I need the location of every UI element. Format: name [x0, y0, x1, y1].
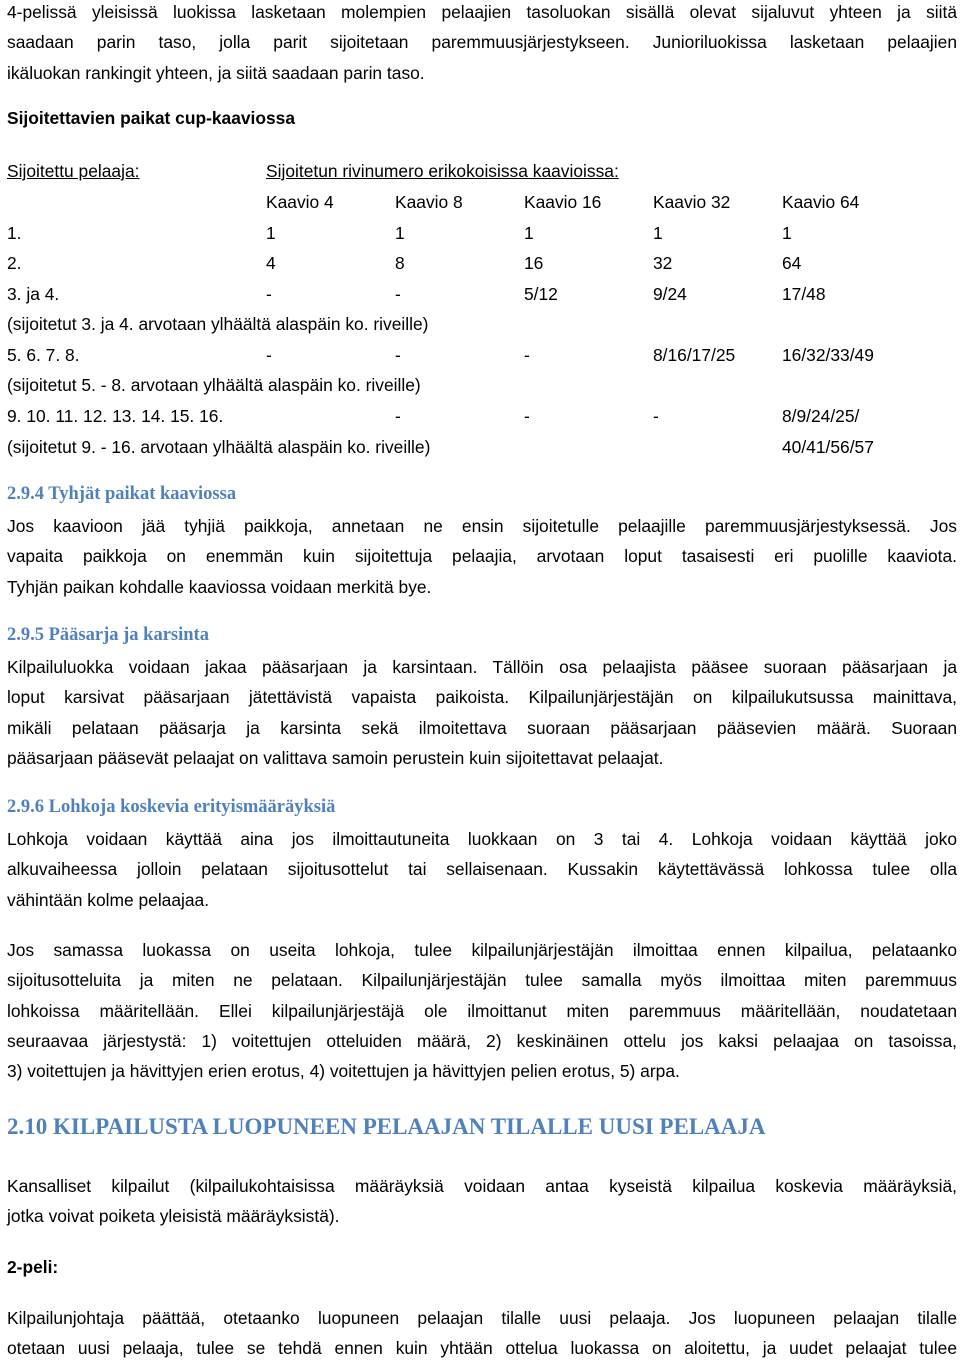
seed-cell: -: [266, 284, 272, 304]
text-line: lohkoissa määritellään. Ellei kilpailunjärjestäjä ole ilmoittanut miten paremmuus määritellään, noudatetaan: [7, 1000, 957, 1021]
seed-cell: 1: [524, 223, 534, 243]
seed-cell: 1: [395, 223, 405, 243]
section-210-paragraph: [7, 1171, 957, 1232]
seed-cell: 1: [266, 223, 276, 243]
seed-cell: 17/48: [782, 284, 826, 304]
seed-cell: 4: [266, 253, 276, 273]
section-210-paragraph-2: [7, 1303, 957, 1364]
draw-size-header: Kaavio 8: [395, 192, 463, 212]
draw-size-header: Kaavio 4: [266, 192, 334, 212]
intro-line: 4-pelissä yleisissä luokissa lasketaan molempien pelaajien tasoluokan sisällä olevat sijaluvut yhteen ja siitä: [7, 2, 957, 22]
text-line: 3) voitettujen ja hävittyjen erien erotus, 4) voitettujen ja hävittyjen pelien erotus, 5) arpa.: [7, 1061, 680, 1082]
seed-cell: 16: [524, 253, 544, 273]
text-line: Kilpailuluokka voidaan jakaa pääsarjaan ja karsintaan. Tällöin osa pelaajista pääsee suoraan pääsarjaan ja: [7, 657, 957, 677]
seed-cell: 5/12: [524, 284, 558, 304]
text-line: loput karsivat pääsarjaan jätettävistä vapaista paikoista. Kilpailunjärjestäjän on kilpailukutsussa mainittava,: [7, 687, 957, 708]
text-line: Jos kaavioon jää tyhjiä paikkoja, annetaan ne ensin sijoitetulle pelaajille paremmuusjärjestyksessä. Jos: [7, 516, 957, 536]
col-player-header: Sijoitettu pelaaja:: [7, 161, 140, 181]
seed-note: (sijoitetut 9. - 16. arvotaan ylhäältä alaspäin ko. riveille): [7, 437, 431, 457]
section-heading-296: 2.9.6 Lohkoja koskevia erityismääräyksiä: [7, 797, 336, 817]
seed-label: 1.: [7, 223, 22, 243]
section-294-paragraph: [7, 511, 957, 602]
draw-size-header: Kaavio 32: [653, 192, 731, 212]
section-heading-210: 2.10 KILPAILUSTA LUOPUNEEN PELAAJAN TILALLE UUSI PELAAJA: [7, 1114, 766, 1139]
section-heading-295: 2.9.5 Pääsarja ja karsinta: [7, 625, 209, 645]
seed-cell: 1: [653, 223, 663, 243]
text-line: seuraavaa järjestystä: 1) voitettujen otteluiden määrä, 2) keskinäinen ottelu jos kaksi pelaajaa on tasoissa,: [7, 1030, 957, 1051]
seed-cell: -: [524, 406, 530, 426]
seed-cell: -: [653, 406, 659, 426]
seed-label: 3. ja 4.: [7, 284, 60, 304]
seed-note: (sijoitetut 5. - 8. arvotaan ylhäältä alaspäin ko. riveille): [7, 375, 421, 395]
text-line: Kansalliset kilpailut (kilpailukohtaisissa määräyksiä voidaan antaa kyseistä kilpailua koskevia määräyksiä,: [7, 1176, 957, 1196]
text-line: jotka voivat poiketa yleisistä määräyksistä).: [7, 1206, 340, 1227]
intro-line: saadaan parin taso, jolla parit sijoitetaan paremmuusjärjestykseen. Junioriluokissa lasketaan pelaajien: [7, 32, 957, 53]
seed-cell: 40/41/56/57: [782, 437, 874, 457]
seed-cell: 64: [782, 253, 802, 273]
seed-cell: 8: [395, 253, 405, 273]
seed-cell: -: [266, 345, 272, 365]
text-line: Lohkoja voidaan käyttää aina jos ilmoittautuneita luokkaan on 3 tai 4. Lohkoja voidaan käyttää joko: [7, 829, 957, 849]
seed-cell: -: [395, 284, 401, 304]
seed-label: 9. 10. 11. 12. 13. 14. 15. 16.: [7, 406, 224, 426]
text-line: alkuvaiheessa jolloin pelataan sijoitusottelut tai sellaisenaan. Kussakin käytettävässä lohkossa tulee olla: [7, 859, 957, 880]
text-line: Jos samassa luokassa on useita lohkoja, tulee kilpailunjärjestäjän ilmoittaa ennen kilpailua, pelataanko: [7, 940, 957, 960]
section-295-paragraph: [7, 652, 957, 773]
text-line: otetaan uusi pelaaja, tulee se tehdä ennen kuin yhtään ottelua luokassa on aloitettu, ja uudet pelaajat tulee: [7, 1338, 957, 1359]
seed-cell: 1: [782, 223, 792, 243]
section-heading-294: 2.9.4 Tyhjät paikat kaaviossa: [7, 484, 237, 504]
text-line: vapaita paikkoja on enemmän kuin sijoitettuja pelaajia, arvotaan loput tasaisesti eri puolille kaaviota.: [7, 546, 957, 567]
text-line: Tyhjän paikan kohdalle kaaviossa voidaan merkitä bye.: [7, 576, 432, 597]
text-line: mikäli pelataan pääsarja ja karsinta sekä ilmoitettava suoraan pääsarjaan pääsevien määrä. Suoraan: [7, 717, 957, 738]
seed-label: 5. 6. 7. 8.: [7, 345, 80, 365]
seed-note: (sijoitetut 3. ja 4. arvotaan ylhäältä alaspäin ko. riveille): [7, 314, 429, 334]
intro-paragraph: [7, 0, 957, 88]
draw-size-header: Kaavio 16: [524, 192, 602, 212]
section-296-paragraph-2: [7, 935, 957, 1086]
seed-cell: -: [395, 406, 401, 426]
intro-line: ikäluokan rankingit yhteen, ja siitä saadaan parin taso.: [7, 62, 425, 83]
seed-cell: 32: [653, 253, 673, 273]
text-line: vähintään kolme pelaajaa.: [7, 889, 210, 910]
seed-cell: 16/32/33/49: [782, 345, 874, 365]
col-rows-header: Sijoitetun rivinumero erikokoisissa kaavioissa:: [266, 161, 619, 181]
seed-label: 2.: [7, 253, 22, 273]
subheading-2-peli: 2-peli:: [7, 1257, 59, 1277]
seed-cell: 8/16/17/25: [653, 345, 736, 365]
draw-size-header: Kaavio 64: [782, 192, 860, 212]
text-line: pääsarjaan pääsevät pelaajat on valittava samoin perustein kuin sijoitettavat pelaajat.: [7, 747, 664, 768]
seed-cell: 9/24: [653, 284, 687, 304]
text-line: sijoitusotteluita ja miten ne pelataan. Kilpailunjärjestäjän tulee samalla myös ilmoittaa miten paremmuus: [7, 970, 957, 991]
section-296-paragraph-1: [7, 824, 957, 915]
seeding-heading: Sijoitettavien paikat cup-kaaviossa: [7, 108, 296, 128]
text-line: Kilpailunjohtaja päättää, otetaanko luopuneen pelaajan tilalle uusi pelaaja. Jos luopuneen pelaajan tilalle: [7, 1308, 957, 1328]
seed-cell: -: [395, 345, 401, 365]
seed-cell: -: [524, 345, 530, 365]
seed-cell: 8/9/24/25/: [782, 406, 860, 426]
